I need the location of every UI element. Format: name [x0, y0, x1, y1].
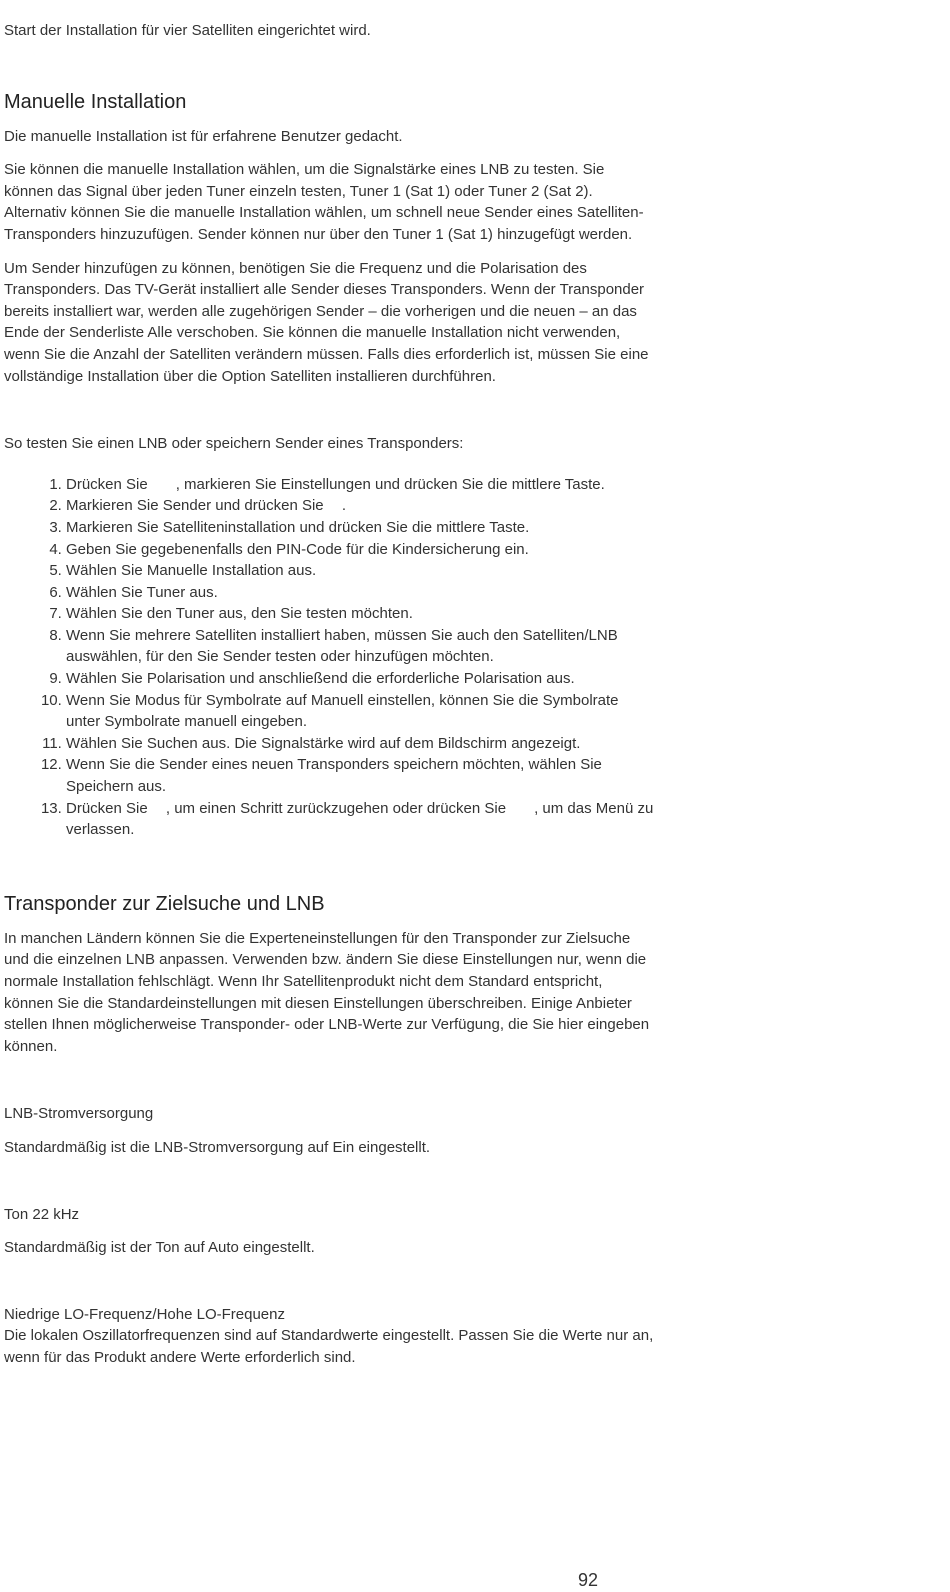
step-text: Markieren Sie Sender und drücken Sie — [66, 497, 324, 515]
steps-list — [4, 474, 654, 841]
section-heading-transponder-lnb: Transponder zur Zielsuche und LNB — [4, 892, 325, 915]
list-item: 8. Wenn Sie mehrere Satelliten installiert haben, müssen Sie auch den Satelliten/LNB auswählen, für den Sie Sender testen oder hinzufügen möchten. — [66, 625, 654, 668]
step-text: . — [341, 497, 346, 515]
paragraph: Die manuelle Installation ist für erfahrene Benutzer gedacht. — [4, 127, 403, 145]
list-item: 10. Wenn Sie Modus für Symbolrate auf Manuell einstellen, können Sie die Symbolrate unter Symbolrate manuell eingeben. — [66, 690, 654, 733]
subheading: LNB-Stromversorgung — [4, 1105, 154, 1123]
page-number: 92 — [578, 1570, 599, 1590]
list-item: 3. Markieren Sie Satelliteninstallation und drücken Sie die mittlere Taste. — [66, 517, 654, 539]
step-text: Drücken Sie — [66, 799, 148, 817]
paragraph: Um Sender hinzufügen zu können, benötigen Sie die Frequenz und die Polarisation des Transponders. Das TV-Gerät installiert alle Sender dieses Transponders. Wenn der Transponder bereits installiert war, werden alle zugehörigen Sender – die vorherigen und die neuen – an das Ende der Senderliste Alle verschoben. Sie können die manuelle Installation nicht verwenden, wenn Sie die Anzahl der Satelliten verändern müssen. Falls dies erforderlich ist, müssen Sie eine vollständige Installation über die Option Satelliten installieren durchführen. — [4, 259, 649, 385]
document-page — [4, 20, 654, 1369]
paragraph: Standardmäßig ist die LNB-Stromversorgung auf Ein eingestellt. — [4, 1138, 431, 1156]
step-text: , um das Menü zu verlassen. — [66, 799, 654, 839]
setting-tone-22khz — [4, 1204, 654, 1259]
paragraph: Die lokalen Oszillatorfrequenzen sind auf Standardwerte eingestellt. Passen Sie die Werte nur an, wenn für das Produkt andere Werte erforderlich sind. — [4, 1327, 654, 1366]
setting-lo-frequency — [4, 1304, 654, 1369]
list-item: 5. Wählen Sie Manuelle Installation aus. — [66, 560, 654, 582]
step-text: , um einen Schritt zurückzugehen oder drücken Sie — [165, 799, 507, 817]
list-item: 7. Wählen Sie den Tuner aus, den Sie testen möchten. — [66, 603, 654, 625]
list-item: 9. Wählen Sie Polarisation und anschließend die erforderliche Polarisation aus. — [66, 668, 654, 690]
list-item — [66, 474, 654, 496]
subheading: Niedrige LO-Frequenz/Hohe LO-Frequenz — [4, 1305, 285, 1323]
paragraph: Standardmäßig ist der Ton auf Auto eingestellt. — [4, 1239, 315, 1257]
list-item: 12. Wenn Sie die Sender eines neuen Transponders speichern möchten, wählen Sie Speichern aus. — [66, 754, 654, 797]
section-heading-manual-installation: Manuelle Installation — [4, 90, 187, 113]
step-text: , markieren Sie Einstellungen und drücken Sie die mittlere Taste. — [175, 475, 605, 493]
list-item: 11. Wählen Sie Suchen aus. Die Signalstärke wird auf dem Bildschirm angezeigt. — [66, 733, 654, 755]
step-text: Drücken Sie — [66, 475, 148, 493]
intro-text: Start der Installation für vier Satelliten eingerichtet wird. — [4, 22, 371, 39]
steps-lead-text: So testen Sie einen LNB oder speichern Sender eines Transponders: — [4, 435, 464, 453]
list-item — [66, 798, 654, 841]
list-item: 4. Geben Sie gegebenenfalls den PIN-Code für die Kindersicherung ein. — [66, 539, 654, 561]
paragraph: In manchen Ländern können Sie die Experteneinstellungen für den Transponder zur Zielsuche und die einzelnen LNB anpassen. Verwenden bzw. ändern Sie diese Einstellungen nur, wenn die normale Installation fehlschlägt. Wenn Ihr Satellitenprodukt nicht dem Standard entspricht, können Sie die Standardeinstellungen mit diesen Einstellungen überschreiben. Einige Anbieter stellen Ihnen möglicherweise Transponder- oder LNB-Werte zur Verfügung, die Sie hier eingeben können. — [4, 929, 650, 1055]
setting-lnb-power — [4, 1103, 654, 1158]
subheading: Ton 22 kHz — [4, 1205, 80, 1223]
paragraph: Sie können die manuelle Installation wählen, um die Signalstärke eines LNB zu testen. Sie können das Signal über jeden Tuner einzeln testen, Tuner 1 (Sat 1) oder Tuner 2 (Sat 2). Alternativ können Sie die manuelle Installation wählen, um schnell neue Sender eines Satelliten-Transponders hinzuzufügen. Sender können nur über den Tuner 1 (Sat 1) hinzugefügt werden. — [4, 161, 644, 243]
list-item — [66, 495, 654, 517]
list-item: 6. Wählen Sie Tuner aus. — [66, 582, 654, 604]
